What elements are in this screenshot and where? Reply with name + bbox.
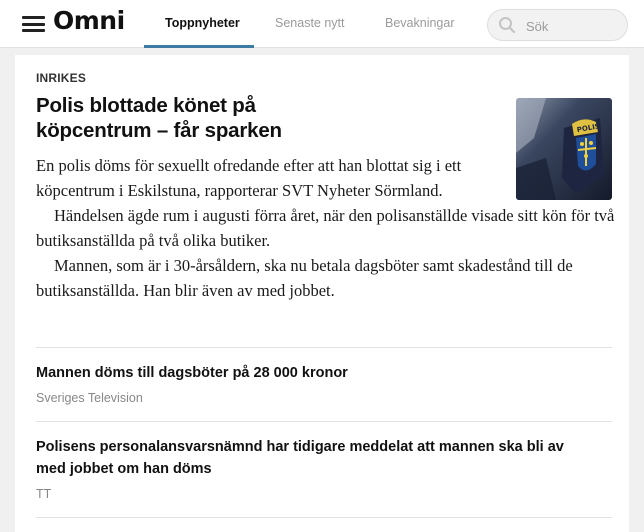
logo[interactable]: Omni	[53, 6, 125, 35]
svg-text:POLIS: POLIS	[576, 122, 601, 135]
top-header	[0, 0, 644, 48]
related-link-title[interactable]: Polisens personalansvarsnämnd har tidigare meddelat att mannen ska bli av med jobbet om han döms	[36, 439, 564, 477]
tab-senaste-nytt[interactable]: Senaste nytt	[275, 16, 345, 30]
article-paragraph: Händelsen ägde rum i augusti förra året, när den polisanställde visade sitt kön för två butiksanställda på två olika butiker.	[36, 206, 615, 250]
hamburger-menu-icon[interactable]	[22, 16, 45, 32]
related-link-source: TT	[36, 487, 52, 501]
article-paragraph: En polis döms för sexuellt ofredande efter att han blottat sig i ett köpcentrum i Eskilstuna, rapporterar SVT Nyheter Sörmland.	[36, 156, 462, 200]
divider	[36, 517, 612, 518]
divider	[36, 347, 612, 348]
tab-bevakningar[interactable]: Bevakningar	[385, 16, 455, 30]
active-tab-indicator	[144, 45, 254, 48]
search-icon	[498, 16, 516, 34]
article-card	[15, 55, 629, 532]
divider	[36, 421, 612, 422]
search-input[interactable]	[526, 16, 621, 36]
article-body	[36, 153, 616, 303]
tab-toppnyheter[interactable]: Toppnyheter	[165, 16, 240, 30]
article-category[interactable]: INRIKES	[36, 71, 87, 85]
related-link-source: Sveriges Television	[36, 391, 143, 405]
article-headline[interactable]: Polis blottade könet på köpcentrum – får sparken	[36, 94, 282, 142]
related-link-title[interactable]: Mannen döms till dagsböter på 28 000 kronor	[36, 365, 348, 381]
search-box[interactable]	[487, 9, 628, 41]
article-paragraph: Mannen, som är i 30-årsåldern, ska nu betala dagsböter samt skadestånd till de butiksanställda. Han blir även av med jobbet.	[36, 256, 573, 300]
